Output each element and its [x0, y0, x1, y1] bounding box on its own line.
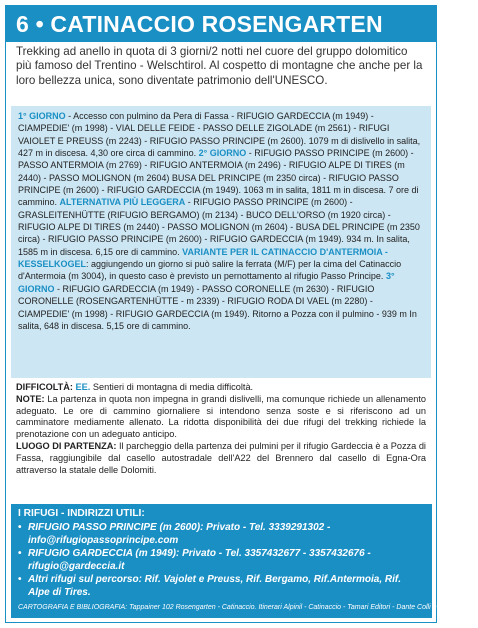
refuge-text: RIFUGIO PASSO PRINCIPE (m 2600): Privato - Tel. 3339291302 - info@rifugiopassoprincipe.com [28, 522, 331, 546]
refuge-text: RIFUGIO GARDECCIA (m 1949): Privato - Tel. 3357432677 - 3357432676 - rifugio@gardeccia.it [28, 548, 371, 572]
day3-label: 3° GIORNO [18, 271, 395, 294]
day3-text: - RIFUGIO GARDECCIA (m 1949) - PASSO CORONELLE (m 2630) - RIFUGIO CORONELLE (ROSENGARTENHÜTTE - m 2339) - RIFUGIO RODA DI VAEL (m 2280) - CIAMPEDIE' (m 1998) - RIFUGIO GARDECCIA (m 1949). Ritorno a Pozza con il pulmino - 939 m In salita, 648 in discesa. 5,15 ore di cammino. [18, 283, 417, 331]
note-label: NOTE: [16, 393, 45, 404]
note-paragraph [16, 394, 426, 441]
refuge-text: Altri rifugi sul percorso: Rif. Vajolet e Preuss, Rif. Bergamo, Rif.Antermoia, Rif. Alpe di Tires. [28, 574, 402, 598]
alternative-label: ALTERNATIVA PIÙ LEGGERA [59, 197, 186, 208]
refuges-heading: I RIFUGI - INDIRIZZI UTILI: [18, 508, 145, 519]
page-title: 6 • CATINACCIO ROSENGARTEN [6, 6, 436, 42]
difficulty-text: Sentieri di montagna di media difficoltà. [90, 382, 254, 392]
day1-label: 1° GIORNO [18, 111, 66, 121]
bullet-icon: • [18, 574, 22, 585]
day2-text: - RIFUGIO PASSO PRINCIPE (m 2600) - PASSO ANTERMOIA (m 2769) - RIFUGIO ANTERMOIA (m 2496) - RIFUGIO ALPE DI TIRES (m 2440) - PASSO MOLIGNON (m 2604) BUSA DEL PRINCIPE (m 2350 circa) - RIFUGIO PASSO PRINCIPE (m 2600) - RIFUGIO GARDECCIA (m 1949). 1063 m in salita, 1811 m in discesa. 7 ore di cammino. [18, 148, 419, 208]
alternative-text: - RIFUGIO PASSO PRINCIPE (m 2600) - GRASLEITENHÜTTE (RIFUGIO BERGAMO) (m 2134) - BUCO DELL'ORSO (m 1920 circa) - RIFUGIO ALPE DI TIRES (m 2440) - PASSO MOLIGNON (m 2604) - BUSA DEL PRINCIPE (m 2350 circa) - RIFUGIO PASSO PRINCIPE (m 2600) - RIFUGIO GARDECCIA (m 1949). 934 m. In salita, 1585 m in discesa. 6,15 ore di cammino. [18, 197, 420, 257]
note-text: La partenza in quota non impegna in grandi dislivelli, ma comunque richiede un allenamento adeguato. Le ore di cammino giornaliere si intendono senza soste e si riferiscono ad un camminatore mediamente allenato. La ridotta disponibilità dei due rifugi del trekking richiede la prenotazione con un adeguato anticipo. [16, 393, 426, 440]
bullet-icon: • [18, 548, 22, 559]
itinerary-panel [11, 106, 431, 378]
variant-label: VARIANTE PER IL CATINACCIO D'ANTERMOIA - KESSELKOGEL [18, 246, 388, 270]
refuge-item [18, 547, 425, 573]
refuge-item [18, 573, 425, 599]
notes-section [6, 378, 436, 476]
difficulty-grade: EE. [75, 382, 91, 392]
difficulty-label: DIFFICOLTÀ: [16, 382, 73, 392]
start-paragraph [16, 441, 426, 476]
article-box [5, 5, 478, 623]
refuge-item [18, 521, 425, 547]
start-text: Il parcheggio della partenza dei pulmini per il rifugio Gardeccia è a Pozza di Fassa, raggiungibile dal casello autostradale dell'A22 del Brennero dal casello di Egna-Ora attraverso la statale delle Dolomiti. [16, 440, 426, 475]
day2-label: 2° GIORNO [198, 148, 247, 159]
difficulty-paragraph [16, 382, 426, 394]
day1-text: - Accesso con pulmino da Pera di Fassa - RIFUGIO GARDECCIA (m 1949) - CIAMPEDIE' (m 1998) - VIAL DELLE FEIDE - PASSO DELLE ZIGOLADE (m 2561) - RIFUGI VAIOLET E PREUSS (m 2243) - RIFUGIO PASSO PRINCIPE (m 2600). 1079 m di dislivello in salita, 427 m in discesa. 4,30 ore circa di cammino. [18, 111, 421, 159]
start-label: LUOGO DI PARTENZA: [16, 440, 117, 451]
refuges-box [11, 504, 478, 618]
variant-text: : aggiungendo un giorno si può salire la ferrata (M/F) per la cima del Catinaccio d'Antermoia (m 3004), in questo caso è previsto un pernottamento al rifugio Passo Principe. [18, 259, 402, 282]
credits-line: CARTOGRAFIA E BIBLIOGRAFIA: Tappainer 102 Rosengarten - Catinaccio. Itinerari Alpinil - Catinaccio - Tamari Editori - Dante Colli e Gino Battisti. [18, 604, 478, 611]
bullet-icon: • [18, 522, 22, 533]
intro-text: Trekking ad anello in quota di 3 giorni/2 notti nel cuore del gruppo dolomitico più famoso del Trentino - Welschtirol. Al cospetto di montagne che anche per la loro bellezza unica, sono diventate patrimonio dell'UNESCO. [16, 45, 423, 87]
